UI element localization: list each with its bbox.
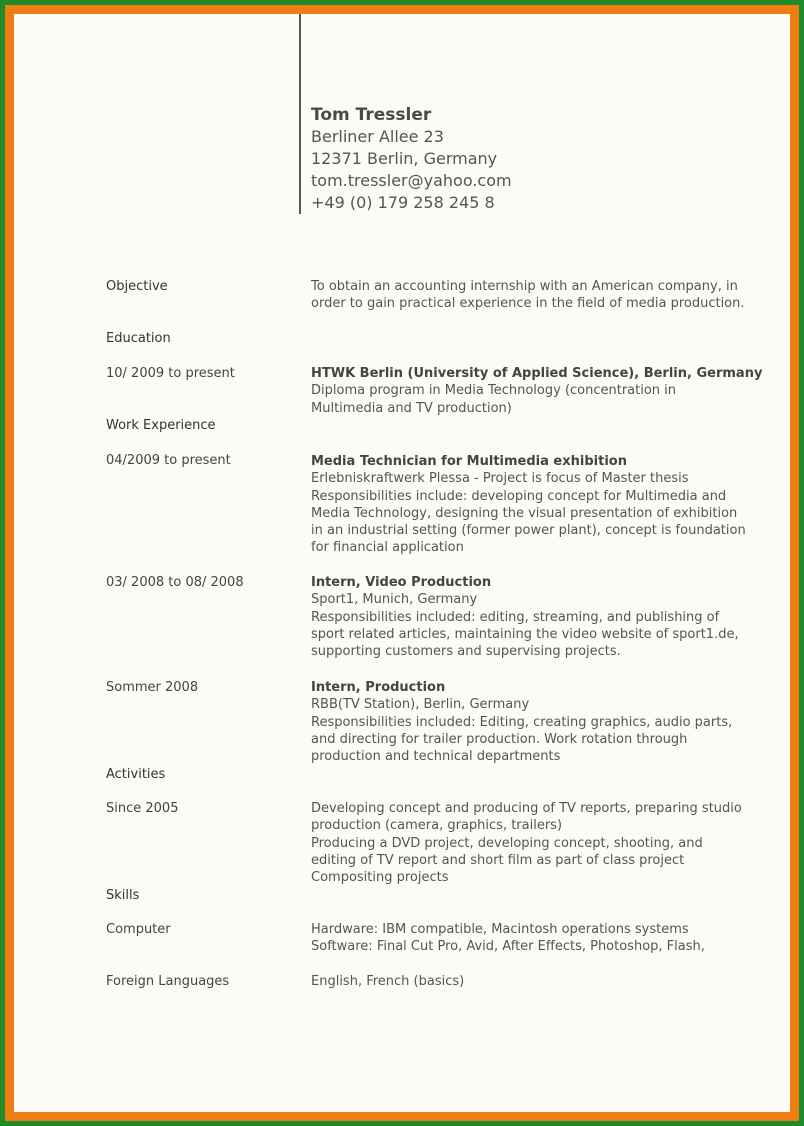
education-date: 10/ 2009 to present: [106, 366, 235, 381]
education-entry: [311, 365, 763, 417]
education-line: Multimedia and TV production): [311, 400, 512, 416]
job-line: sport related articles, maintaining the video website of sport1.de,: [311, 626, 739, 642]
job-line: in an industrial setting (former power plant), concept is foundation: [311, 523, 746, 539]
job-line: Responsibilities included: Editing, creating graphics, audio parts,: [311, 714, 733, 730]
section-label-activities: Activities: [106, 767, 166, 782]
section-label-skills: Skills: [106, 888, 140, 903]
job-entry: [311, 679, 731, 765]
skills-computer-line: Software: Final Cut Pro, Avid, After Effects, Photoshop, Flash,: [311, 939, 705, 955]
address-street: Berliner Allee 23: [311, 127, 444, 146]
applicant-name: Tom Tressler: [311, 105, 432, 125]
section-label-education: Education: [106, 331, 171, 346]
email-address: tom.tressler@yahoo.com: [311, 171, 512, 190]
section-label-work-experience: Work Experience: [106, 418, 216, 433]
activities-line: Producing a DVD project, developing concept, shooting, and: [311, 835, 703, 851]
resume-page: [14, 14, 790, 1112]
objective-text: [311, 278, 745, 313]
job-line: Sport1, Munich, Germany: [311, 592, 478, 608]
activities-text: [311, 800, 742, 886]
section-label-objective: Objective: [106, 279, 168, 294]
job-line: Media Technology, designing the visual presentation of exhibition: [311, 505, 738, 521]
job-line: supporting customers and supervising projects.: [311, 644, 621, 660]
activities-line: Compositing projects: [311, 870, 449, 886]
job-line: RBB(TV Station), Berlin, Germany: [311, 697, 530, 713]
job-date: Sommer 2008: [106, 680, 199, 695]
job-line: Erlebniskraftwerk Plessa - Project is focus of Master thesis: [311, 471, 689, 487]
skills-languages-label: Foreign Languages: [106, 974, 230, 989]
skills-languages-value: English, French (basics): [311, 974, 465, 989]
activities-line: Developing concept and producing of TV reports, preparing studio: [311, 801, 742, 816]
education-line: Diploma program in Media Technology (concentration in: [311, 383, 677, 399]
contact-header: [311, 104, 512, 214]
objective-line: order to gain practical experience in the field of media production.: [311, 296, 745, 312]
job-line: and directing for trailer production. Work rotation through: [311, 731, 688, 747]
phone-number: +49 (0) 179 258 245 8: [311, 193, 495, 212]
activities-line: editing of TV report and short film as part of class project: [311, 852, 685, 868]
address-city: 12371 Berlin, Germany: [311, 149, 498, 168]
skills-computer-line: Hardware: IBM compatible, Macintosh operations systems: [311, 922, 689, 937]
skills-computer-label: Computer: [106, 922, 171, 937]
job-line: production and technical departments: [311, 749, 561, 765]
header-divider-line: [299, 14, 301, 214]
education-title: HTWK Berlin (University of Applied Science), Berlin, Germany: [311, 366, 763, 381]
job-line: for financial application: [311, 540, 464, 556]
job-date: 04/2009 to present: [106, 453, 231, 468]
skills-computer-text: [311, 921, 731, 956]
job-line: Responsibilities include: developing concept for Multimedia and: [311, 488, 727, 504]
job-title: Media Technician for Multimedia exhibition: [311, 454, 627, 469]
objective-line: To obtain an accounting internship with an American company, in: [311, 279, 738, 294]
job-entry: [311, 453, 746, 557]
job-line: Responsibilities included: editing, streaming, and publishing of: [311, 609, 720, 625]
job-title: Intern, Video Production: [311, 575, 492, 590]
job-title: Intern, Production: [311, 680, 446, 695]
job-date: 03/ 2008 to 08/ 2008: [106, 575, 244, 590]
activities-date: Since 2005: [106, 801, 179, 816]
job-entry: [311, 574, 739, 660]
activities-line: production (camera, graphics, trailers): [311, 818, 563, 834]
